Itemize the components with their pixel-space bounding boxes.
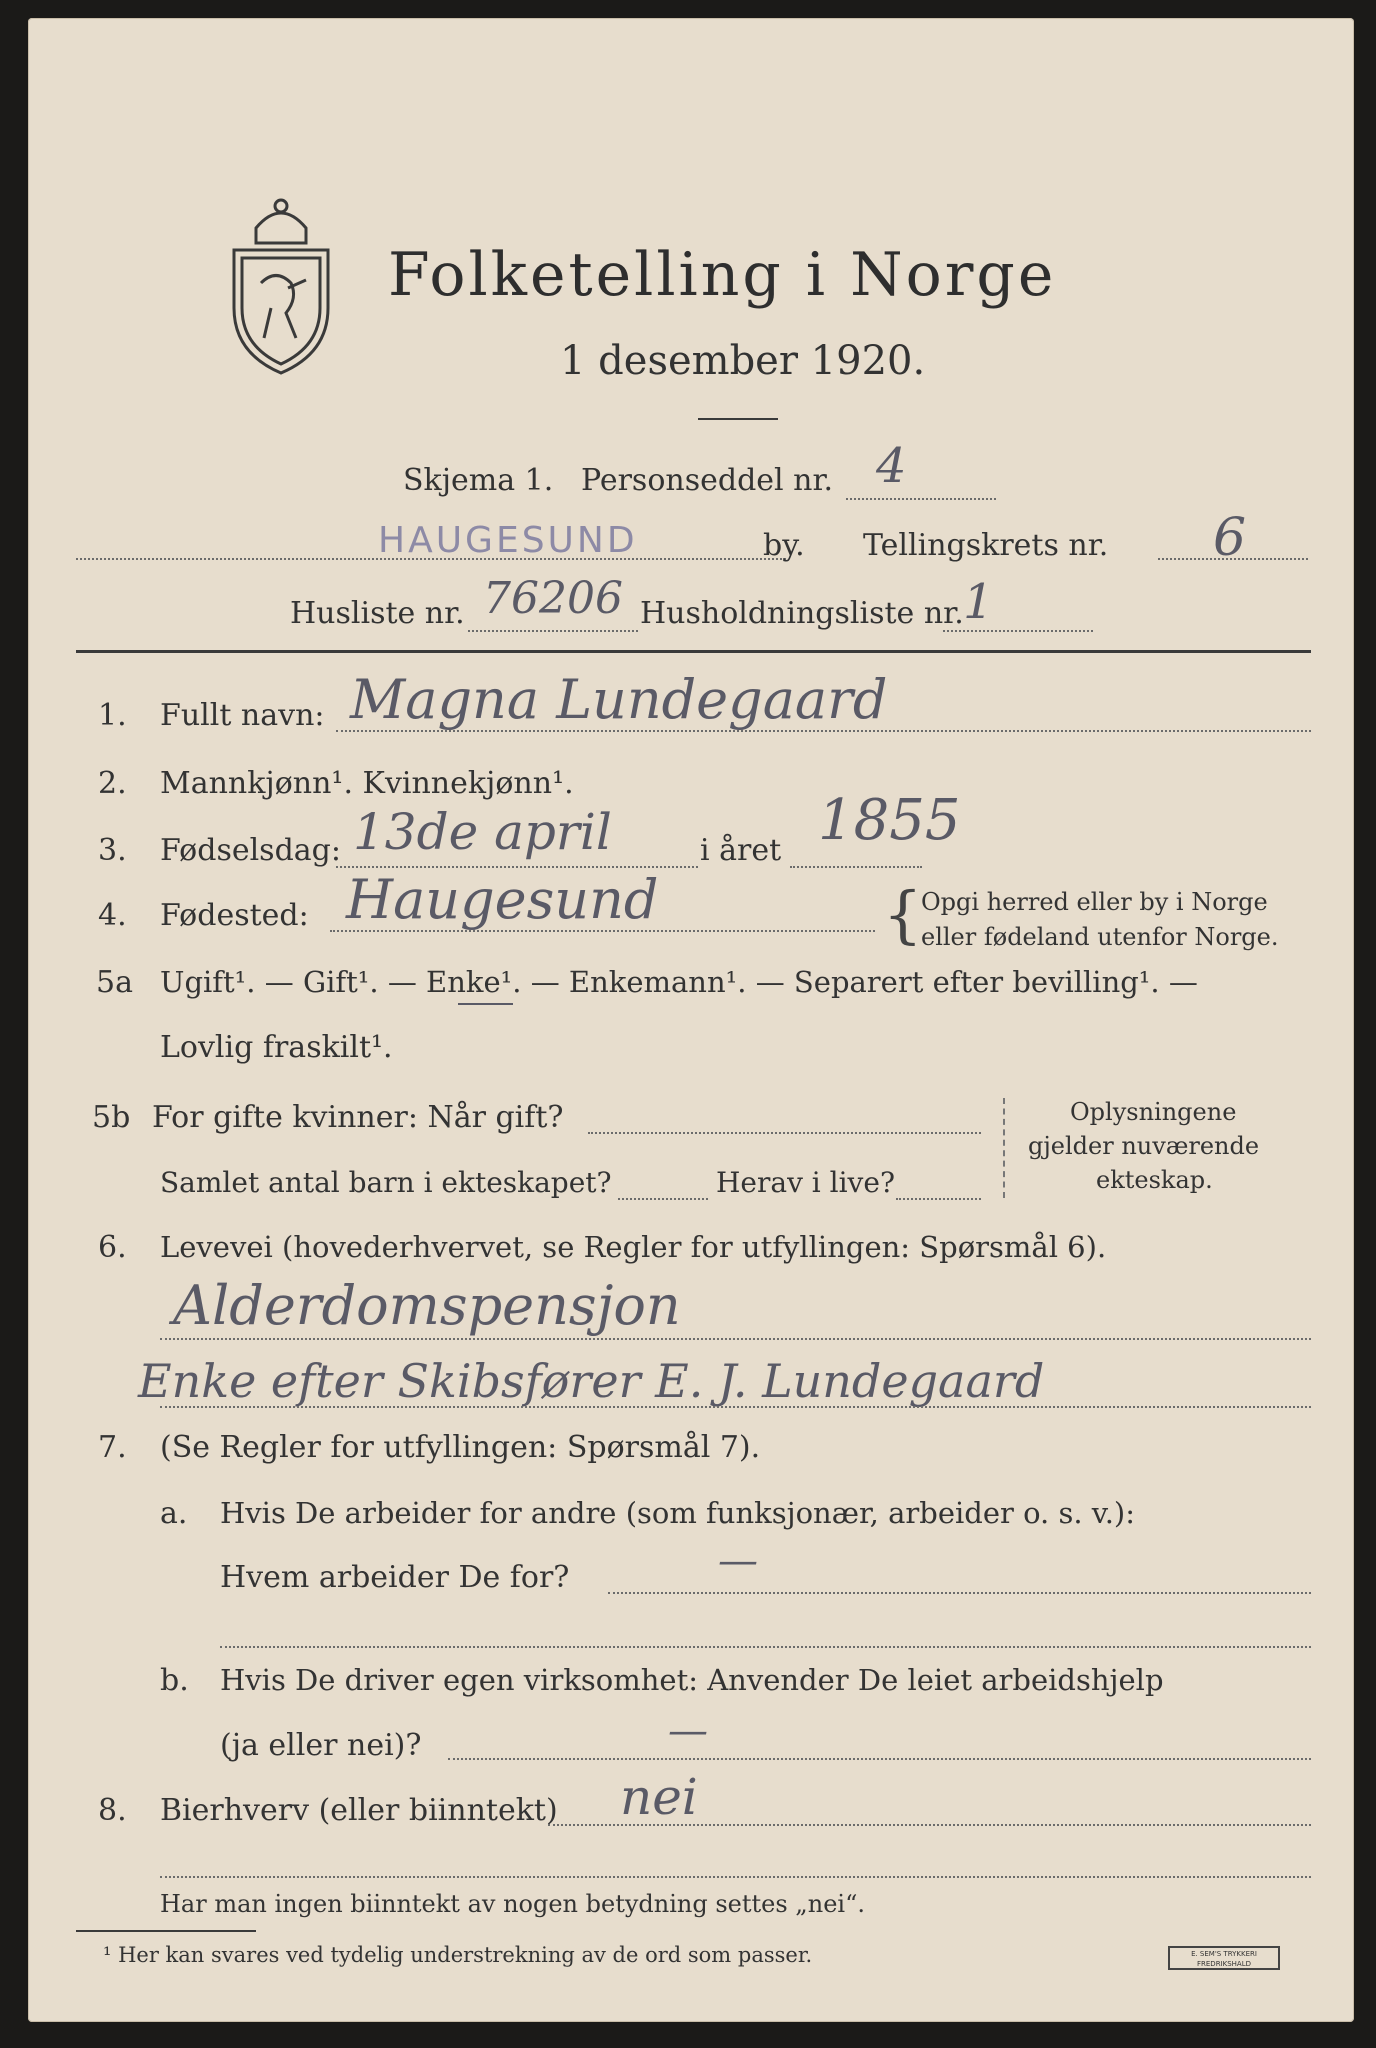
q4-brace: { [883,878,923,951]
q3-label: Fødselsdag: [160,833,341,868]
q7b-line-2: (ja eller nei)? [220,1728,422,1763]
q5b-number: 5b [92,1100,131,1135]
husliste-value: 76206 [483,573,623,624]
q2-label: Mannkjønn¹. Kvinnekjønn¹. [160,766,574,801]
q7b-dotline [448,1758,1311,1760]
q5b-children-dotline [618,1198,708,1200]
husliste-label: Husliste nr. [290,596,465,631]
q5b-note-2: gjelder nuværende [1028,1132,1260,1160]
q7a-dotline [608,1592,1311,1594]
q4-label: Fødested: [160,898,309,933]
q6-dotline-2 [160,1406,1311,1408]
q5b-note-3: ekteskap. [1096,1166,1213,1194]
tellingskrets-dotline [1158,558,1308,560]
q3-year-label: i året [700,833,782,868]
q5b-alive-dotline [896,1198,981,1200]
q8-dotline-2 [160,1876,1311,1878]
city-stamp: HAUGESUND [378,520,638,561]
printer-mark-text: E. SEM'S TRYKKERI FREDRIKSHALD [1191,1950,1257,1968]
q5b-when-dotline [588,1132,981,1134]
q4-number: 4. [98,898,127,933]
q5b-separator [1003,1098,1005,1198]
q3-year-value: 1855 [818,788,961,853]
q7b-letter: b. [160,1663,189,1698]
q7a-line-1: Hvis De arbeider for andre (som funksjonær, arbeider o. s. v.): [220,1496,1136,1530]
q8-label: Bierhverv (eller biinntekt) [160,1793,558,1828]
q4-value: Haugesund [346,868,659,931]
q5a-number: 5a [96,965,133,1000]
title-divider [698,418,778,420]
q6-label: Levevei (hovederhvervet, se Regler for utfyllingen: Spørsmål 6). [160,1230,1107,1264]
q4-dotline [330,930,875,932]
q3-value: 13de april [353,803,612,861]
husholdning-label: Husholdningsliste nr. [640,596,964,631]
q6-value-2: Enke efter Skibsfører E. J. Lundegaard [138,1354,1045,1408]
footnote: ¹ Her kan svares ved tydelig understrekning av de ord som passer. [103,1943,813,1967]
q7a-value: — [718,1538,758,1584]
enke-underline [458,1003,513,1005]
nei-instruction: Har man ingen biinntekt av nogen betydning settes „nei“. [160,1890,865,1918]
q5b-label-1: For gifte kvinner: Når gift? [152,1100,564,1135]
q8-dotline [548,1824,1311,1826]
footnote-rule [76,1930,256,1932]
q5a-line-2: Lovlig fraskilt¹. [160,1030,393,1065]
q3-year-dotline [790,866,922,868]
q8-value: nei [620,1768,698,1826]
husholdning-dotline [943,630,1093,632]
q7a-letter: a. [160,1496,188,1531]
tellingskrets-value: 6 [1213,508,1247,568]
personseddel-value: 4 [876,438,907,494]
q7b-value: — [668,1708,708,1754]
q2-number: 2. [98,766,127,801]
personseddel-label: Personseddel nr. [581,463,834,498]
census-form [28,18,1354,2022]
q1-dotline [336,730,1311,732]
q1-number: 1. [98,698,127,733]
census-date: 1 desember 1920. [560,338,926,384]
q7a-dotline-2 [220,1646,1311,1648]
q1-value: Magna Lundegaard [350,668,888,731]
q7a-line-2: Hvem arbeider De for? [220,1560,570,1595]
q6-number: 6. [98,1230,127,1265]
q6-value-1: Alderdomspensjon [173,1274,681,1337]
q3-number: 3. [98,833,127,868]
printer-mark [1168,1946,1280,1970]
husliste-dotline [468,630,638,632]
q5a-line-1: Ugift¹. — Gift¹. — Enke¹. — Enkemann¹. — Separert efter bevilling¹. — [160,965,1198,999]
form-title: Folketelling i Norge [388,240,1057,310]
city-dotline [76,558,786,560]
tellingskrets-label: Tellingskrets nr. [863,528,1109,563]
by-label: by. [763,528,805,563]
header-rule [76,650,1311,653]
q5b-label-3: Herav i live? [716,1166,895,1199]
q7-label: (Se Regler for utfyllingen: Spørsmål 7). [160,1430,761,1465]
q4-note-1: Opgi herred eller by i Norge [921,888,1268,916]
q7b-line-1: Hvis De driver egen virksomhet: Anvender De leiet arbeidshjelp [220,1663,1164,1697]
q5b-label-2: Samlet antal barn i ekteskapet? [160,1166,612,1199]
q1-label: Fullt navn: [160,698,325,733]
personseddel-dotline [846,498,996,500]
q5b-note-1: Oplysningene [1070,1098,1237,1126]
q4-note-2: eller fødeland utenfor Norge. [921,923,1279,951]
q8-number: 8. [98,1793,127,1828]
q6-dotline-1 [160,1338,1311,1340]
q7-number: 7. [98,1430,127,1465]
husholdning-value: 1 [963,574,994,630]
skjema-label: Skjema 1. [403,463,554,498]
norway-coat-of-arms-icon [226,188,336,378]
